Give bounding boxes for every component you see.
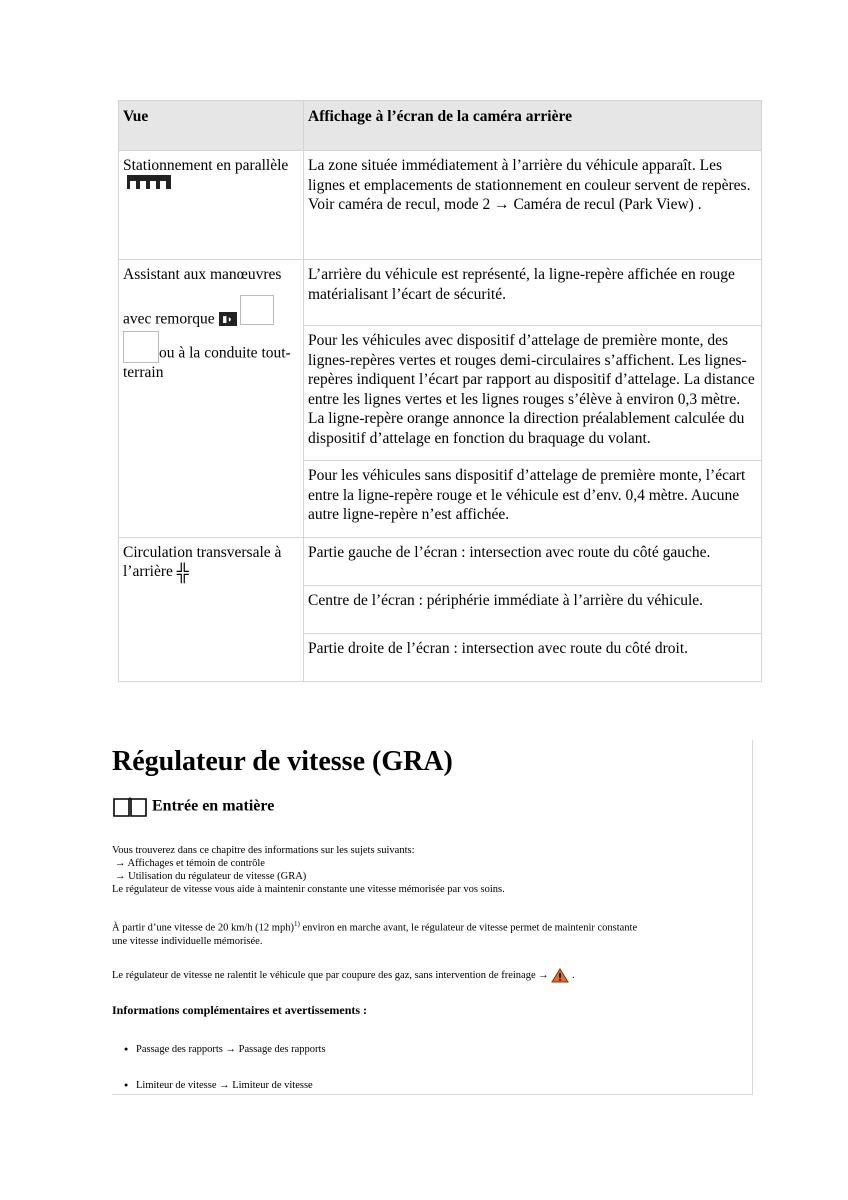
view-label: Assistant aux manœuvres bbox=[123, 266, 282, 283]
paragraph-2-middle: environ en marche avant, le régulateur de vitesse permet de maintenir constante bbox=[299, 922, 638, 934]
book-icon bbox=[112, 796, 148, 818]
section-title: Régulateur de vitesse (GRA) bbox=[112, 746, 453, 777]
table-row bbox=[119, 260, 762, 326]
intro-text: Vous trouverez dans ce chapitre des informations sur les sujets suivants: bbox=[112, 845, 415, 856]
paragraph-1: Le régulateur de vitesse vous aide à maintenir constante une vitesse mémorisée par vos soins. bbox=[112, 884, 505, 895]
view-label: Circulation transversale à l’arrière bbox=[123, 543, 282, 580]
paragraph-2-start: À partir d’une vitesse de 20 km/h (12 mph) bbox=[112, 922, 294, 934]
table-row bbox=[119, 537, 762, 585]
desc-cell bbox=[304, 326, 762, 461]
paragraph-2 bbox=[112, 918, 732, 948]
bullet-passage-rapports[interactable]: ● Passage des rapports → Passage des rapports bbox=[136, 1043, 326, 1056]
desc-cell bbox=[304, 151, 762, 260]
desc-text: Pour les véhicules sans dispositif d’attelage de première monte, l’écart entre la ligne-repère rouge et le véhicule est d’env. 0,4 mètre. Aucune autre ligne-repère n’est affichée. bbox=[308, 467, 746, 523]
view-cell bbox=[119, 151, 304, 260]
table-header-row bbox=[119, 101, 762, 151]
view-label: Stationnement en parallèle bbox=[123, 157, 289, 174]
desc-text: Pour les véhicules avec dispositif d’attelage de première monte, des lignes-repères vertes et rouges demi-circulaires s’affichent. Les lignes-repères indiquent l’écart par rapport au dispositif d’attelage. La distance entre les lignes vertes et les lignes rouges s’élève à environ 0,3 mètre. La ligne-repère orange annonce la direction préalablement calculée du dispositif d’attelage en fonction du braquage du volant. bbox=[308, 332, 755, 447]
trailer-assist-icon: ▮◗ bbox=[219, 312, 237, 326]
view-cell bbox=[119, 260, 304, 538]
bullet-limiteur-vitesse[interactable]: ● Limiteur de vitesse → Limiteur de vitesse bbox=[136, 1079, 313, 1092]
header-vue: Vue bbox=[119, 101, 304, 151]
desc-text: Partie droite de l’écran : intersection avec route du côté droit. bbox=[308, 639, 689, 657]
link-utilisation[interactable]: → Utilisation du régulateur de vitesse (GRA) bbox=[115, 871, 307, 882]
section-subtitle-row bbox=[112, 796, 274, 818]
placeholder-image-icon bbox=[240, 295, 274, 325]
info-heading: Informations complémentaires et avertissements : bbox=[112, 1003, 368, 1017]
desc-cell bbox=[304, 537, 762, 585]
paragraph-3-end: . bbox=[571, 969, 575, 981]
cross-traffic-icon: ╬ bbox=[176, 562, 189, 582]
view-label: avec remorque bbox=[123, 310, 215, 327]
desc-text: Partie gauche de l’écran : intersection avec route du côté gauche. bbox=[308, 543, 711, 561]
desc-text: L’arrière du véhicule est représenté, la ligne-repère affichée en rouge matérialisant l’écart de sécurité. bbox=[308, 266, 735, 303]
desc-cell bbox=[304, 585, 762, 633]
desc-cell bbox=[304, 461, 762, 538]
placeholder-image-icon bbox=[123, 331, 159, 363]
desc-text: La zone située immédiatement à l’arrière du véhicule apparaît. Les lignes et emplacements de stationnement en couleur servent de repères. Voir caméra de recul, mode 2 → Caméra de recul (Park View) . bbox=[308, 157, 751, 213]
paragraph-3 bbox=[112, 968, 732, 983]
link-affichages[interactable]: → Affichages et témoin de contrôle bbox=[115, 858, 265, 869]
view-cell bbox=[119, 537, 304, 681]
table-row bbox=[119, 151, 762, 260]
desc-cell bbox=[304, 633, 762, 681]
desc-cell bbox=[304, 260, 762, 326]
paragraph-2-end: une vitesse individuelle mémorisée. bbox=[112, 935, 263, 947]
cruise-control-section bbox=[112, 740, 753, 1095]
header-affichage: Affichage à l’écran de la caméra arrière bbox=[304, 101, 762, 151]
warning-icon[interactable] bbox=[551, 968, 569, 983]
view-label: ou à la conduite tout-terrain bbox=[123, 344, 291, 381]
footnote-ref[interactable]: 1) bbox=[293, 920, 300, 928]
desc-text: Centre de l’écran : périphérie immédiate à l’arrière du véhicule. bbox=[308, 591, 704, 609]
paragraph-3-text: Le régulateur de vitesse ne ralentit le véhicule que par coupure des gaz, sans intervention de freinage → bbox=[112, 969, 549, 981]
camera-views-table bbox=[118, 100, 762, 682]
subtitle-text: Entrée en matière bbox=[152, 797, 275, 815]
park-view-icon bbox=[127, 175, 171, 189]
